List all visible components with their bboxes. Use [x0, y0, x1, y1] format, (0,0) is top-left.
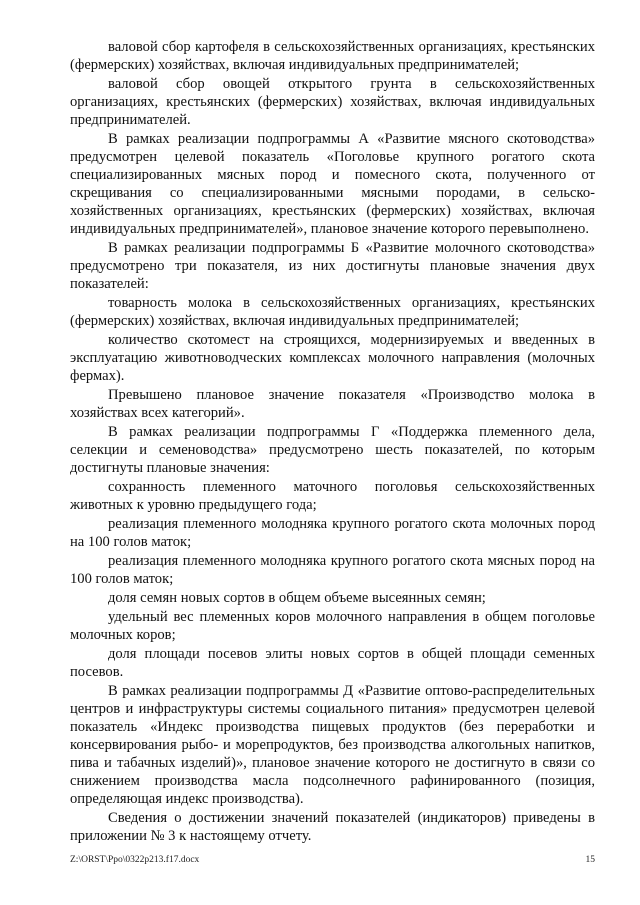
paragraph: В рамках реализации подпрограммы Г «Поддержка племенного дела, селекции и семеноводства» предусмотрено шесть показателей, по которым достигнуты плановые значения:: [70, 424, 595, 476]
page-number: 15: [585, 855, 595, 865]
paragraph: количество скотомест на строящихся, модернизируемых и введенных в эксплуатацию животноводческих комплексах молочного направления (молочных фермах).: [70, 332, 595, 384]
paragraph: валовой сбор овощей открытого грунта в сельскохозяйственных организациях, крестьянских (фермерских) хозяйствах, включая индивидуальных предпринимателей.: [70, 76, 595, 128]
document-body: [70, 38, 595, 846]
paragraph: доля семян новых сортов в общем объеме высеянных семян;: [108, 590, 486, 606]
paragraph: В рамках реализации подпрограммы А «Развитие мясного скотоводства» предусмотрен целевой показатель «Поголовье крупного рогатого скота специализированных мясных пород и помесного скота, полученного от скрещивания со специализированными мясными породами, в сельско-хозяйственных организациях, крестьянских (фермерских) хозяйствах, включая индивидуальных предпринимателей», плановое значение которого перевыполнено.: [70, 131, 595, 237]
paragraph: реализация племенного молодняка крупного рогатого скота мясных пород на 100 голов маток;: [70, 553, 595, 587]
paragraph: удельный вес племенных коров молочного направления в общем поголовье молочных коров;: [70, 609, 595, 643]
page-footer: [70, 855, 595, 865]
paragraph: реализация племенного молодняка крупного рогатого скота молочных пород на 100 голов маток;: [70, 516, 595, 550]
paragraph: доля площади посевов элиты новых сортов в общей площади семенных посевов.: [70, 646, 595, 680]
paragraph: В рамках реализации подпрограммы Д «Развитие оптово-распределительных центров и инфраструктуры системы социального питания» предусмотрен целевой показатель «Индекс производства пищевых продуктов (без переработки и консервирования рыбо- и морепродуктов, без производства алкогольных напитков, пива и табачных изделий)», плановое значение которого не достигнуто в связи со снижением производства масла подсолнечного рафинированного (позиция, определяющая индекс производства).: [70, 683, 595, 807]
footer-file-path: Z:\ORST\Ppo\0322p213.f17.docx: [70, 855, 200, 865]
paragraph: В рамках реализации подпрограммы Б «Развитие молочного скотоводства» предусмотрено три показателя, из них достигнуты плановые значения двух показателей:: [70, 240, 595, 292]
paragraph: Сведения о достижении значений показателей (индикаторов) приведены в приложении № 3 к настоящему отчету.: [70, 810, 595, 844]
paragraph: валовой сбор картофеля в сельскохозяйственных организациях, крестьянских (фермерских) хозяйствах, включая индивидуальных предпринимателей;: [70, 39, 595, 73]
paragraph: сохранность племенного маточного поголовья сельскохозяйственных животных к уровню предыдущего года;: [70, 479, 595, 513]
paragraph: Превышено плановое значение показателя «Производство молока в хозяйствах всех категорий».: [70, 387, 595, 421]
paragraph: товарность молока в сельскохозяйственных организациях, крестьянских (фермерских) хозяйствах, включая индивидуальных предпринимателей;: [70, 295, 595, 329]
